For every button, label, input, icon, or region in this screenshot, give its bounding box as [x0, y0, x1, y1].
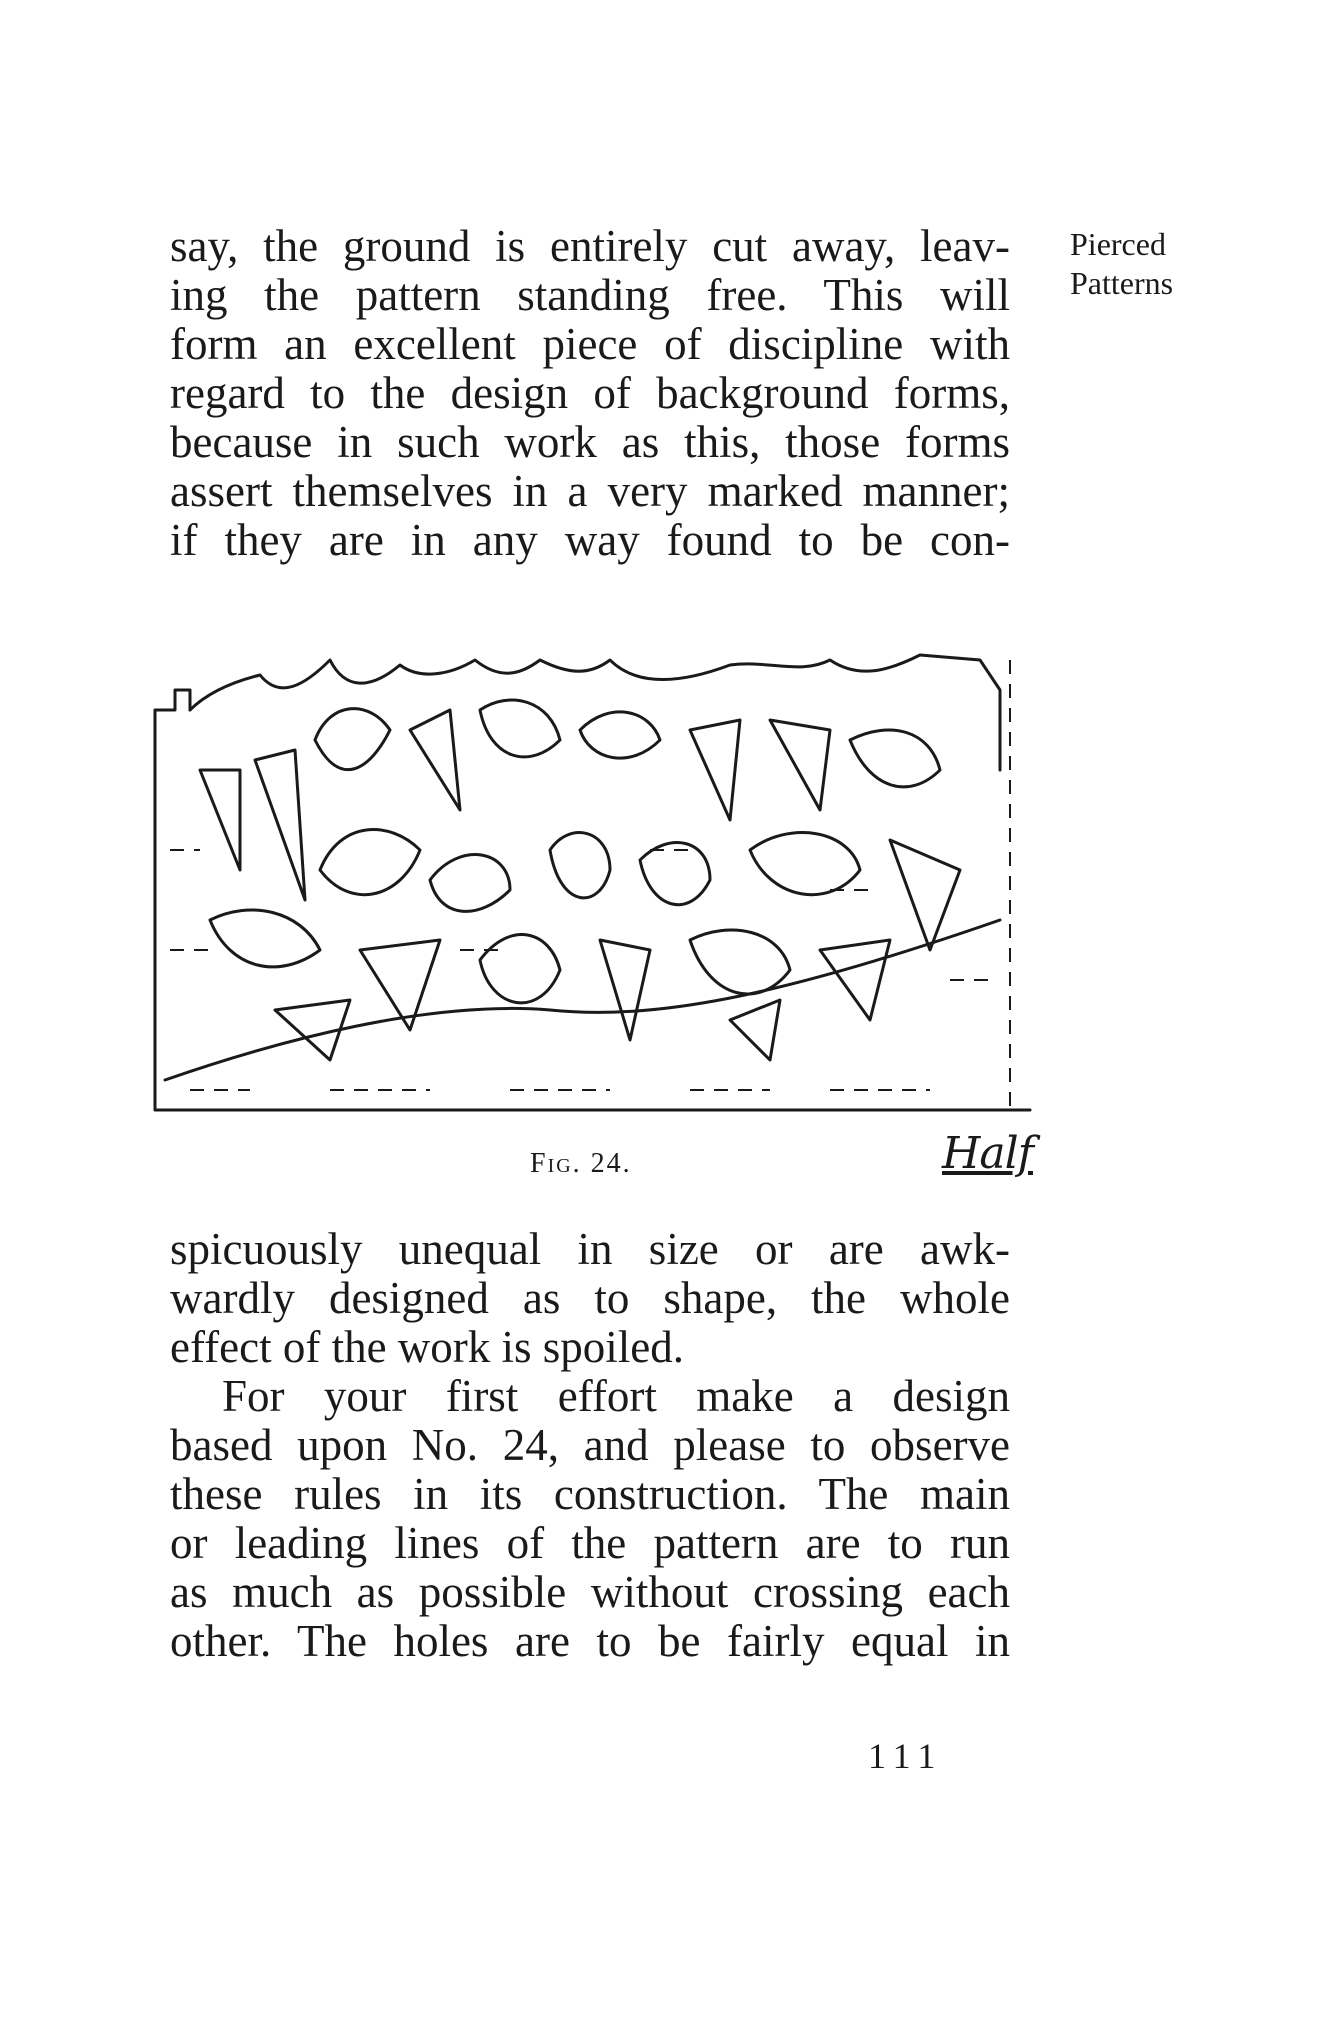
text-line: based upon No. 24, and please to observe: [170, 1420, 1010, 1470]
text-line: form an excellent piece of discipline with: [170, 319, 1010, 369]
margin-note: [1070, 225, 1173, 303]
text-line: wardly designed as to shape, the whole: [170, 1273, 1010, 1323]
text-line: regard to the design of background forms,: [170, 368, 1010, 418]
text-line: ing the pattern standing free. This will: [170, 270, 1010, 320]
text-line: these rules in its construction. The main: [170, 1469, 1010, 1519]
text-line: or leading lines of the pattern are to run: [170, 1518, 1010, 1568]
text-line: because in such work as this, those forms: [170, 417, 1010, 467]
margin-note-line-2: Patterns: [1070, 265, 1174, 301]
paragraph-middle: [170, 1225, 1010, 1372]
text-line: spicuously unequal in size or are awk-: [170, 1224, 1010, 1274]
figure-24-illustration: [130, 620, 1060, 1140]
page-number: 111: [868, 1736, 944, 1776]
text-line: effect of the work is spoiled.: [170, 1322, 685, 1372]
text-line: other. The holes are to be fairly equal in: [170, 1616, 1010, 1666]
text-line: assert themselves in a very marked manner;: [170, 466, 1010, 516]
pierced-pattern-drawing: [130, 620, 1060, 1140]
text-line: For your first effort make a design: [222, 1371, 1010, 1421]
paragraph-top: [170, 222, 1010, 565]
figure-caption: Fig. 24.: [530, 1148, 632, 1179]
paragraph-bottom: [170, 1372, 1010, 1666]
text-line: if they are in any way found to be con-: [170, 515, 1010, 565]
text-line: say, the ground is entirely cut away, leav-: [170, 221, 1010, 271]
figure-half-label: Half: [942, 1128, 1033, 1179]
margin-note-line-1: Pierced: [1070, 226, 1166, 262]
text-line: as much as possible without crossing each: [170, 1567, 1010, 1617]
